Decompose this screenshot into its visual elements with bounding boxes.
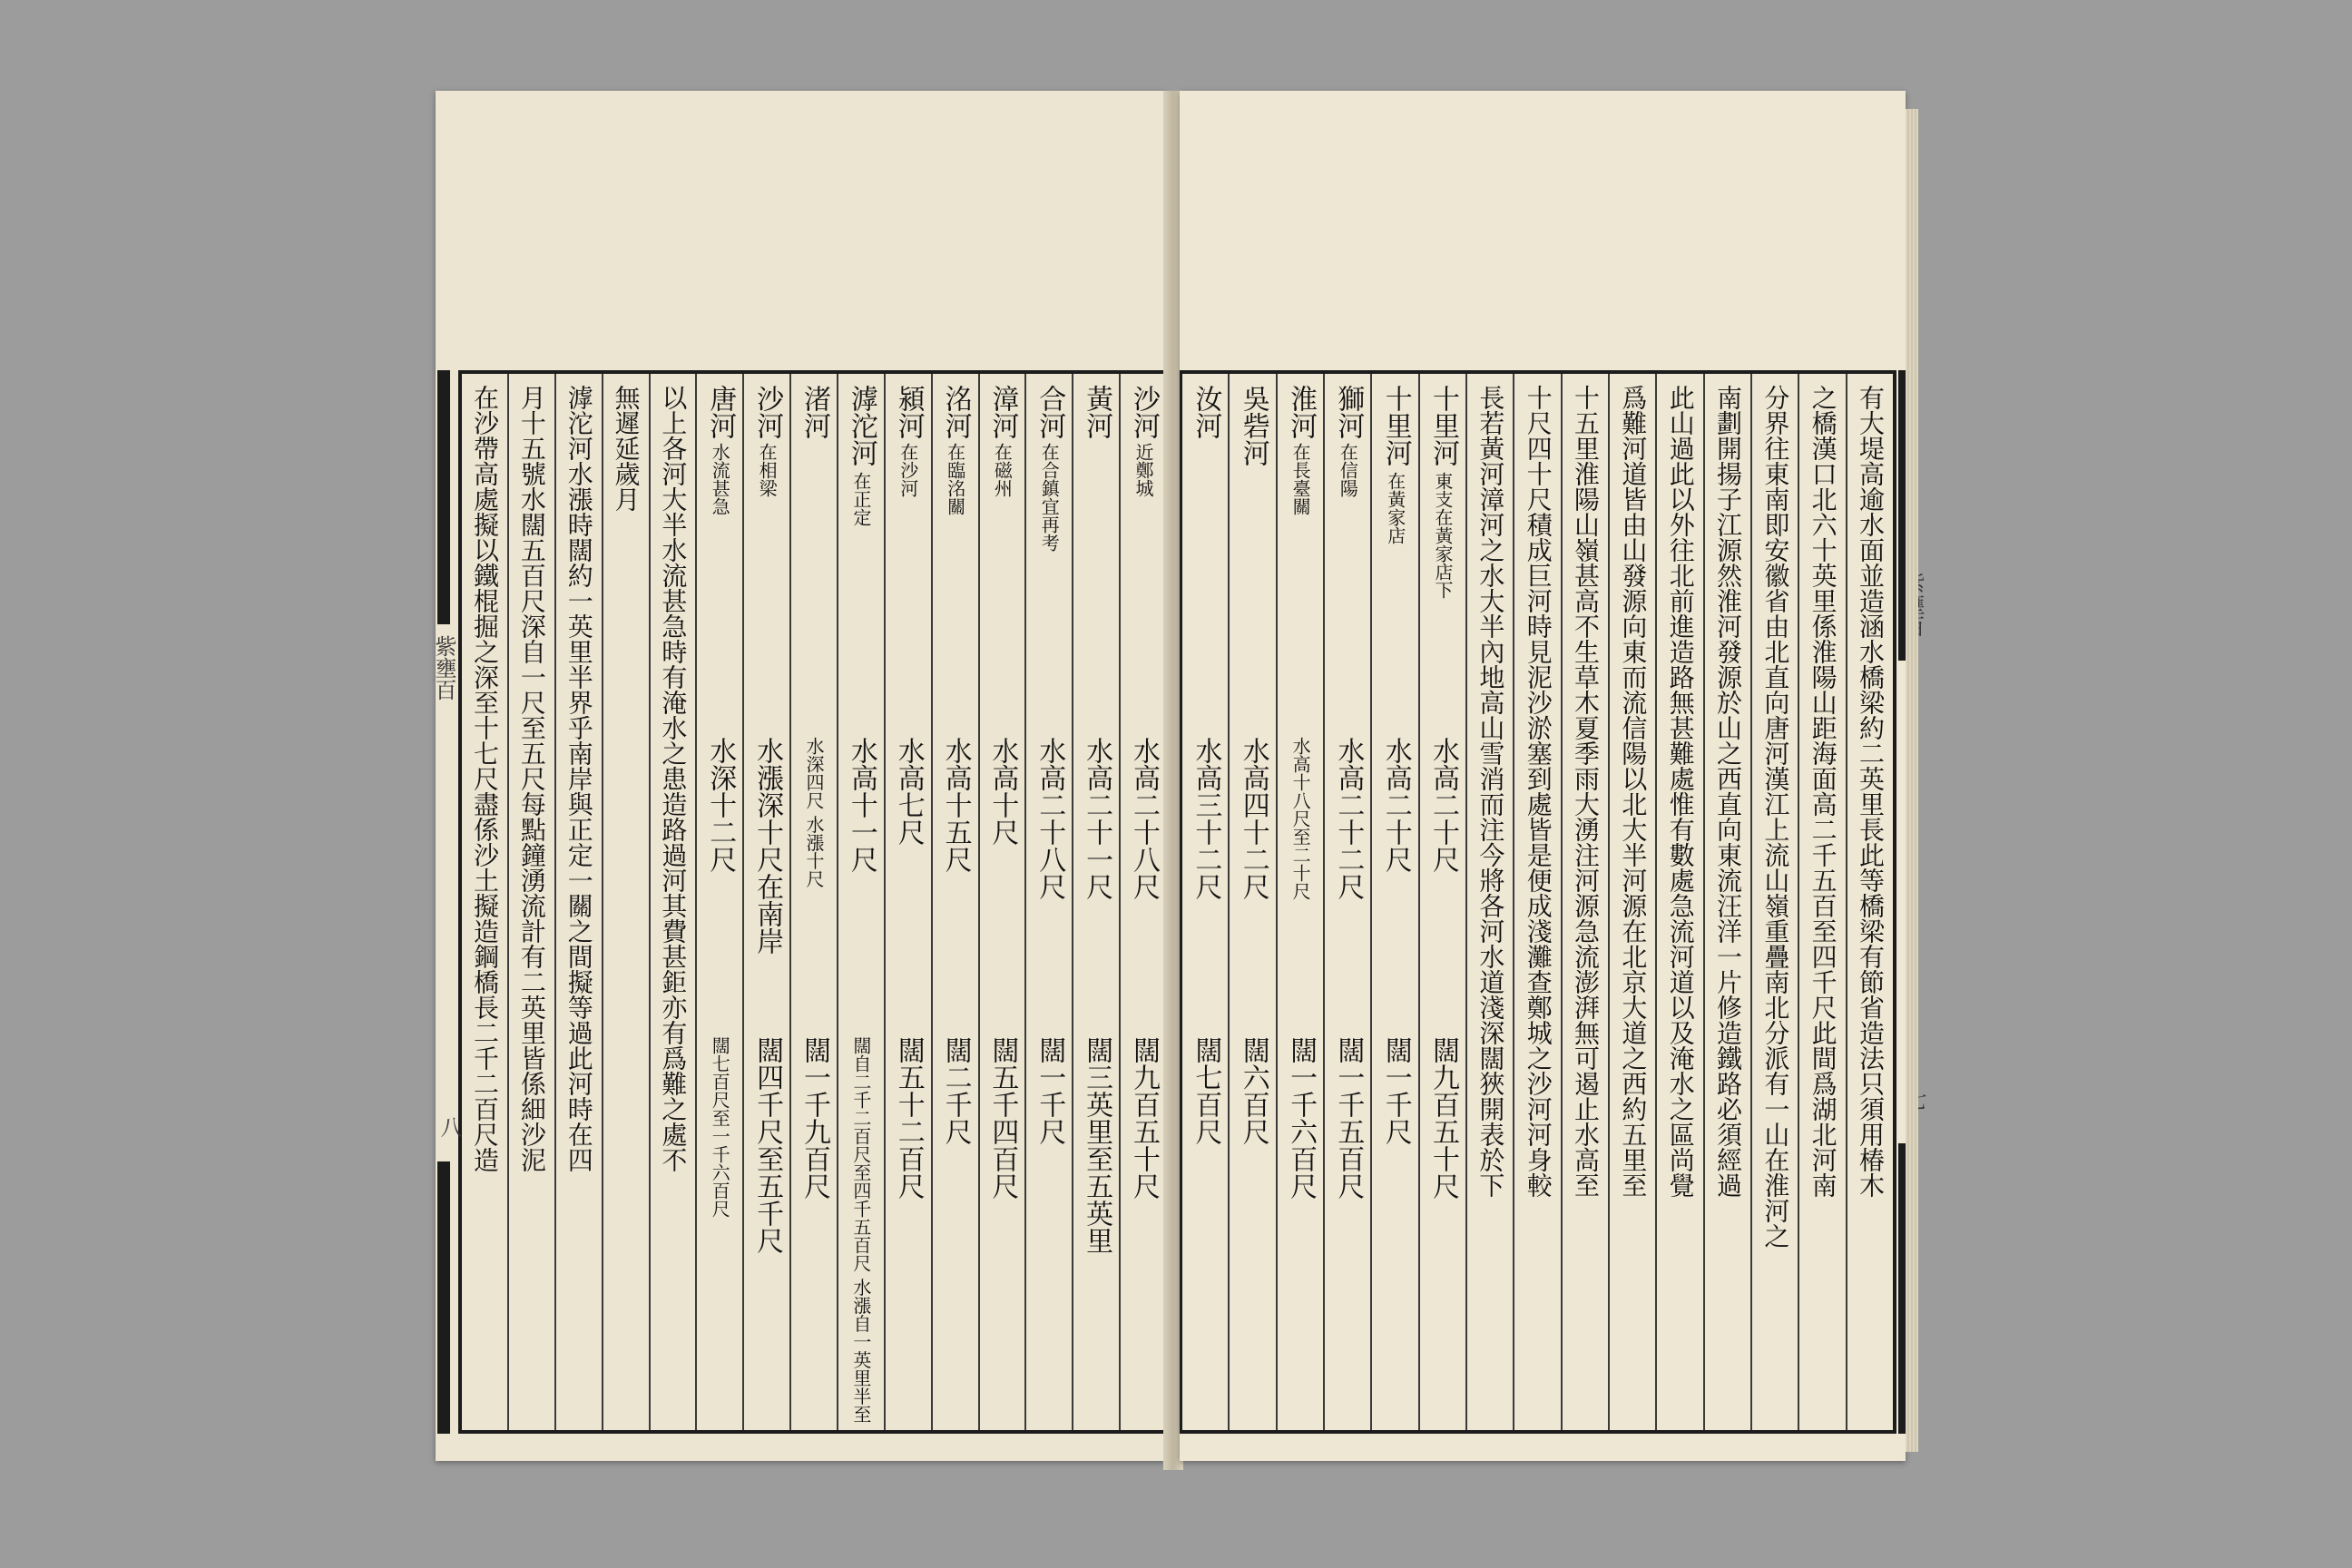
prose-column bbox=[1703, 374, 1750, 1430]
river-height: 水高二十八尺 bbox=[1034, 737, 1066, 900]
river-width: 闊一千尺 bbox=[1379, 1036, 1412, 1145]
river-height: 水高二十八尺 bbox=[1128, 737, 1160, 900]
river-name: 吳砦河 bbox=[1237, 385, 1269, 466]
left-margin-section: 紫壅百 bbox=[431, 635, 456, 701]
river-note: 在黃家店 bbox=[1384, 472, 1406, 544]
prose-column bbox=[554, 374, 602, 1430]
prose-line: 滹沱河水漲時闊約一英里半界乎南岸與正定一關之間擬等過此河時在四 bbox=[564, 385, 594, 1172]
prose-line: 長若黃河漳河之水大半內地高山雪消而注今將各河水道淺深闊狹開表於下 bbox=[1475, 385, 1506, 1198]
river-column bbox=[1182, 374, 1228, 1430]
river-name: 漳河 bbox=[986, 385, 1019, 439]
left-text-frame bbox=[458, 370, 1166, 1434]
right-columns bbox=[1182, 374, 1893, 1430]
left-fish-tail bbox=[437, 370, 450, 624]
open-book bbox=[426, 91, 1915, 1488]
prose-column bbox=[649, 374, 696, 1430]
river-column bbox=[1370, 374, 1417, 1430]
river-width: 闊五十二百尺 bbox=[892, 1036, 925, 1200]
river-width: 闊六百尺 bbox=[1237, 1036, 1269, 1145]
prose-column bbox=[1513, 374, 1560, 1430]
river-name: 滹沱河 bbox=[845, 385, 877, 466]
river-note: 在磁州 bbox=[991, 443, 1014, 497]
prose-column bbox=[1465, 374, 1513, 1430]
river-name: 潁河 bbox=[892, 385, 925, 439]
prose-line: 爲難河道皆由山發源向東而流信陽以北大半河源在北京大道之西約五里至 bbox=[1618, 385, 1649, 1198]
prose-line: 十五里淮陽山嶺甚高不生草木夏季雨大湧注河源急流澎湃無可遏止水高至 bbox=[1571, 385, 1602, 1198]
river-height: 水深十二尺 bbox=[704, 737, 737, 873]
river-note: 在沙河 bbox=[897, 443, 919, 497]
prose-line: 在沙帶高處擬以鐵棍掘之深至十七尺盡係沙土擬造鋼橋長二千二百尺造 bbox=[469, 385, 500, 1172]
river-width: 闊三英里至五英里 bbox=[1081, 1036, 1113, 1254]
river-height: 水高四十二尺 bbox=[1237, 737, 1269, 900]
river-width: 闊一千尺 bbox=[1034, 1036, 1066, 1145]
river-height: 水高七尺 bbox=[892, 737, 925, 846]
river-name: 合河 bbox=[1034, 385, 1066, 439]
prose-column bbox=[1750, 374, 1798, 1430]
river-height: 水高二十二尺 bbox=[1332, 737, 1365, 900]
prose-column bbox=[1561, 374, 1608, 1430]
river-name: 沙河 bbox=[751, 385, 784, 439]
river-width: 闊七百尺 bbox=[1190, 1036, 1222, 1145]
river-height: 水高十一尺 bbox=[845, 737, 877, 873]
river-column bbox=[1418, 374, 1465, 1430]
river-note: 在信陽 bbox=[1337, 443, 1359, 497]
left-page bbox=[431, 91, 1166, 1461]
river-name: 淮河 bbox=[1285, 385, 1318, 439]
river-name: 沙河 bbox=[1128, 385, 1160, 439]
prose-column bbox=[1846, 374, 1893, 1430]
river-column bbox=[1228, 374, 1275, 1430]
river-height: 水高三十二尺 bbox=[1190, 737, 1222, 900]
prose-line: 之橋漢口北六十英里係淮陽山距海面高二千五百至四千尺此間爲湖北河南 bbox=[1808, 385, 1838, 1198]
river-note: 在正定 bbox=[849, 472, 872, 526]
river-width: 闊一千九百尺 bbox=[798, 1036, 830, 1200]
river-name: 獅河 bbox=[1332, 385, 1365, 439]
page-edges bbox=[1906, 109, 1918, 1452]
river-note: 在相梁 bbox=[756, 443, 779, 497]
prose-column bbox=[1798, 374, 1845, 1430]
river-column bbox=[884, 374, 931, 1430]
prose-column bbox=[1655, 374, 1702, 1430]
prose-column bbox=[462, 374, 507, 1430]
river-note: 近鄭城 bbox=[1132, 443, 1154, 497]
river-column bbox=[789, 374, 837, 1430]
left-margin-page: 八 bbox=[436, 1116, 462, 1138]
river-name: 十里河 bbox=[1427, 385, 1460, 466]
prose-line: 無遲延歲月 bbox=[611, 385, 642, 512]
river-column bbox=[1276, 374, 1323, 1430]
river-column bbox=[837, 374, 884, 1430]
left-fish-tail-bottom bbox=[437, 1161, 450, 1434]
right-page bbox=[1180, 91, 1906, 1461]
prose-line: 此山過此以外往北前進造路無甚難處惟有數處急流河道以及淹水之區尚覺 bbox=[1665, 385, 1696, 1198]
river-name: 十里河 bbox=[1379, 385, 1412, 466]
river-height: 水高十五尺 bbox=[939, 737, 972, 873]
river-height: 水漲深十尺在南岸 bbox=[751, 737, 784, 955]
river-note: 在臨洺關 bbox=[944, 443, 966, 515]
river-note: 在長臺關 bbox=[1289, 443, 1312, 515]
river-column bbox=[1323, 374, 1370, 1430]
river-width: 闊九百五十尺 bbox=[1128, 1036, 1160, 1200]
river-name: 洺河 bbox=[939, 385, 972, 439]
right-text-frame bbox=[1180, 370, 1896, 1434]
river-note: 水流甚急 bbox=[709, 443, 731, 515]
river-note: 在合鎮宜再考 bbox=[1038, 443, 1061, 552]
prose-line: 分界往東南即安徽省由北直向唐河漢江上流山嶺重疊南北分派有一山在淮河之 bbox=[1760, 385, 1791, 1249]
river-width: 闊九百五十尺 bbox=[1427, 1036, 1460, 1200]
river-width: 闊七百尺至一千六百尺 bbox=[709, 1036, 731, 1218]
prose-line: 以上各河大半水流甚急時有淹水之患造路過河其費甚鉅亦有爲難之處不 bbox=[658, 385, 689, 1172]
river-width: 闊四千尺至五千尺 bbox=[751, 1036, 784, 1254]
river-column bbox=[1024, 374, 1072, 1430]
river-name: 渚河 bbox=[798, 385, 830, 439]
river-width: 闊二千尺 bbox=[939, 1036, 972, 1145]
river-column bbox=[742, 374, 789, 1430]
river-height: 水高二十一尺 bbox=[1081, 737, 1113, 900]
river-height: 水高二十尺 bbox=[1427, 737, 1460, 873]
prose-line: 南劃開揚子江源然淮河發源於山之西直向東流汪洋一片修造鐵路必須經過 bbox=[1713, 385, 1744, 1198]
river-name: 唐河 bbox=[704, 385, 737, 439]
river-name: 汝河 bbox=[1190, 385, 1222, 439]
river-column bbox=[1119, 374, 1166, 1430]
prose-line: 十尺四十尺積成巨河時見泥沙淤塞到處皆是便成淺灘查鄭城之沙河河身較 bbox=[1523, 385, 1553, 1198]
river-width: 闊自二千二百尺至四千五百尺 水漲自一英里半至 bbox=[849, 1036, 872, 1424]
prose-column bbox=[507, 374, 554, 1430]
river-width: 闊一千六百尺 bbox=[1285, 1036, 1318, 1200]
river-height: 水高十八尺至二十尺 bbox=[1289, 737, 1312, 900]
river-column bbox=[978, 374, 1025, 1430]
prose-line: 月十五號水闊五百尺深自一尺至五尺每點鐘湧流計有二英里皆係細沙泥 bbox=[516, 385, 547, 1172]
river-column bbox=[1072, 374, 1119, 1430]
river-width: 闊五千四百尺 bbox=[986, 1036, 1019, 1200]
river-column bbox=[931, 374, 978, 1430]
river-height: 水高二十尺 bbox=[1379, 737, 1412, 873]
river-height: 水高十尺 bbox=[986, 737, 1019, 846]
river-column bbox=[695, 374, 742, 1430]
prose-column bbox=[602, 374, 649, 1430]
prose-line: 有大堤高逾水面並造涵水橋梁約二英里長此等橋梁有節省造法只須用椿木 bbox=[1856, 385, 1886, 1198]
river-name: 黃河 bbox=[1081, 385, 1113, 439]
left-columns bbox=[462, 374, 1166, 1430]
river-height: 水深四尺 水漲十尺 bbox=[802, 737, 825, 888]
river-width: 闊一千五百尺 bbox=[1332, 1036, 1365, 1200]
prose-column bbox=[1608, 374, 1655, 1430]
river-note: 東支在黃家店下 bbox=[1432, 472, 1455, 599]
